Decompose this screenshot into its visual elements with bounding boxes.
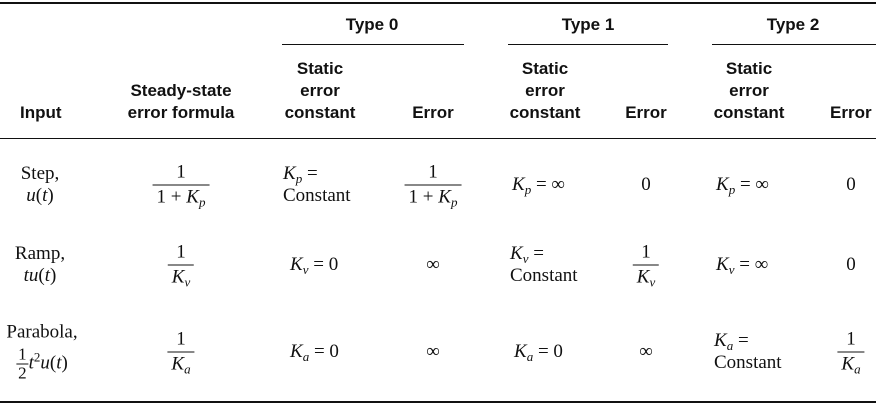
row-ramp-type0-constant: $K_v = 0$ xyxy=(290,254,339,277)
row-parabola-type2-error: $\frac{1}{K_a}$ xyxy=(837,329,864,376)
row-step-type2-constant: $K_p$ = ∞ xyxy=(716,174,769,197)
header-bottom-rule xyxy=(0,138,876,139)
row-step-type1-error: 0 xyxy=(641,174,651,195)
row-ramp-type2-error: 0 xyxy=(846,254,856,275)
header-type1-static-line3: constant xyxy=(509,103,581,122)
header-type0-error: Error xyxy=(412,103,454,122)
type1-group-rule xyxy=(508,44,668,45)
row-step-formula: $\frac{1}{1 + K_p}$ xyxy=(153,162,210,209)
row-step-type1-constant: $K_p$ = ∞ xyxy=(512,174,565,197)
header-type2-error: Error xyxy=(830,103,872,122)
row-parabola-input: Parabola, $\frac{1}{2}$ $t^2u(t)$ xyxy=(6,321,78,383)
header-type0: Type 0 xyxy=(345,15,399,34)
row-step-type0-constant: $K_p$ = Constant xyxy=(283,163,351,206)
header-type1: Type 1 xyxy=(561,15,615,34)
row-ramp-type1-error: $\frac{1}{K_v}$ xyxy=(633,242,659,289)
header-type0-static-line1: Static xyxy=(296,59,344,78)
row-parabola-type1-constant: $K_a = 0$ xyxy=(514,341,563,364)
row-ramp-type1-constant: $K_v$ = Constant xyxy=(510,243,578,286)
row-parabola-type0-error: ∞ xyxy=(426,341,440,362)
row-step-type0-error: $\frac{1}{1 + K_p}$ xyxy=(405,162,462,209)
row-parabola-type2-constant: $K_a$ = Constant xyxy=(714,330,782,373)
type2-group-rule xyxy=(712,44,876,45)
row-ramp-input: Ramp, tu(t) xyxy=(14,243,66,286)
header-type1-static-line1: Static xyxy=(521,59,569,78)
row-parabola-formula: $\frac{1}{K_a}$ xyxy=(167,329,194,376)
header-type2: Type 2 xyxy=(766,15,820,34)
header-type2-static-line1: Static xyxy=(725,59,773,78)
table-top-rule xyxy=(0,2,876,4)
row-parabola-type1-error: ∞ xyxy=(639,341,653,362)
row-step-type2-error: 0 xyxy=(846,174,856,195)
row-parabola-type0-constant: $K_a = 0$ xyxy=(290,341,339,364)
row-ramp-formula: $\frac{1}{K_v}$ xyxy=(168,242,194,289)
header-type1-static-line2: error xyxy=(525,81,565,100)
row-ramp-type2-constant: $K_v$ = ∞ xyxy=(716,254,769,277)
header-formula-line2: error formula xyxy=(127,103,235,122)
row-step-input: Step, u(t) xyxy=(20,163,60,206)
row-ramp-type0-error: ∞ xyxy=(426,254,440,275)
header-type2-static-line3: constant xyxy=(713,103,785,122)
header-type0-static-line3: constant xyxy=(284,103,356,122)
header-type0-static-line2: error xyxy=(300,81,340,100)
header-type2-static-line2: error xyxy=(729,81,769,100)
table-bottom-rule xyxy=(0,401,876,403)
header-formula-line1: Steady-state xyxy=(130,81,232,100)
header-input: Input xyxy=(20,103,62,122)
type0-group-rule xyxy=(282,44,464,45)
header-type1-error: Error xyxy=(625,103,667,122)
